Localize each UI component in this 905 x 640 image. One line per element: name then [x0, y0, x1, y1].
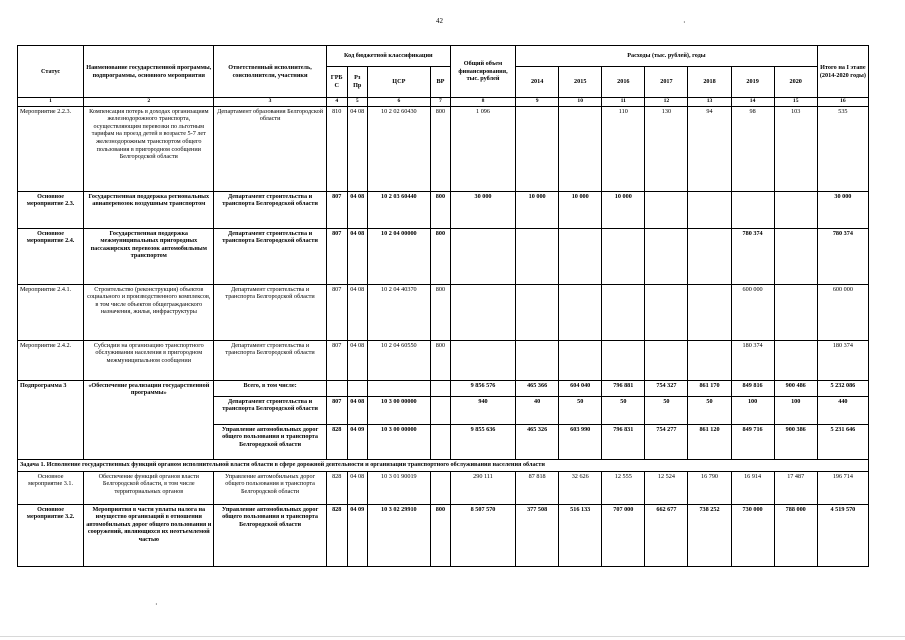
column-number: 8: [450, 98, 515, 107]
cell-year-value: [774, 228, 817, 284]
cell-grbs: 807: [326, 284, 347, 340]
cell-year-value: 603 990: [559, 424, 602, 459]
row-name: Обеспечение функций органов власти Белгородской области, в том числе территориальных органов: [84, 471, 214, 504]
cell-year-value: 12 524: [645, 471, 688, 504]
cell-year-value: 707 000: [602, 504, 645, 566]
col-header-total-financing: Общий объем финансирования, тыс. рублей: [450, 46, 515, 98]
table-row: [18, 191, 869, 228]
cell-csr: 10 2 04 40370: [367, 284, 430, 340]
cell-year-value: 10 000: [602, 191, 645, 228]
cell-year-value: 377 508: [516, 504, 559, 566]
column-number: 11: [602, 98, 645, 107]
cell-year-value: 738 252: [688, 504, 731, 566]
cell-rzpr: 04 08: [347, 228, 367, 284]
cell-stage-total: 180 374: [817, 340, 868, 380]
row-executor: Департамент строительства и транспорта Белгородской области: [214, 228, 326, 284]
cell-rzpr: 04 09: [347, 424, 367, 459]
cell-year-value: 754 327: [645, 380, 688, 396]
col-header-expenses: Расходы (тыс. рублей), годы: [516, 46, 818, 67]
row-executor: Департамент строительства и транспорта Белгородской области: [214, 396, 326, 424]
column-number: 6: [367, 98, 430, 107]
col-header-year: 2017: [645, 67, 688, 98]
col-header-csr: ЦСР: [367, 67, 430, 98]
table-row: [18, 471, 869, 504]
row-status: Подпрограмма 3: [18, 380, 84, 459]
cell-total: 940: [450, 396, 515, 424]
cell-grbs: 807: [326, 340, 347, 380]
row-status: Основное мероприятие 2.4.: [18, 228, 84, 284]
cell-rzpr: 04 09: [347, 504, 367, 566]
cell-year-value: 50: [688, 396, 731, 424]
cell-vr: [430, 396, 450, 424]
row-name: «Обеспечение реализации государственной программы»: [84, 380, 214, 459]
cell-year-value: 180 374: [731, 340, 774, 380]
cell-stage-total: 780 374: [817, 228, 868, 284]
cell-csr: 10 2 04 60550: [367, 340, 430, 380]
budget-table: [17, 45, 869, 567]
cell-year-value: 861 170: [688, 380, 731, 396]
cell-year-value: 788 000: [774, 504, 817, 566]
column-number-row: [18, 98, 869, 107]
cell-stage-total: 535: [817, 106, 868, 191]
table-row: [18, 106, 869, 191]
col-header-year: 2020: [774, 67, 817, 98]
cell-vr: 800: [430, 106, 450, 191]
cell-total: [450, 228, 515, 284]
table-row: [18, 228, 869, 284]
cell-grbs: 828: [326, 424, 347, 459]
column-number: 13: [688, 98, 731, 107]
cell-vr: [430, 424, 450, 459]
scan-speck: ·: [683, 18, 686, 27]
cell-stage-total: 5 231 646: [817, 424, 868, 459]
table-row: [18, 284, 869, 340]
row-executor: Департамент строительства и транспорта Белгородской области: [214, 191, 326, 228]
row-executor: Департамент строительства и транспорта Белгородской области: [214, 284, 326, 340]
cell-year-value: 50: [602, 396, 645, 424]
col-header-program-name: Наименование государственной программы, подпрограммы, основного мероприятия: [84, 46, 214, 98]
cell-year-value: 849 716: [731, 424, 774, 459]
cell-year-value: 32 626: [559, 471, 602, 504]
cell-year-value: [559, 106, 602, 191]
column-number: 1: [18, 98, 84, 107]
cell-year-value: 50: [559, 396, 602, 424]
row-name: Государственная поддержка региональных авиаперевозок воздушным транспортом: [84, 191, 214, 228]
cell-year-value: 12 555: [602, 471, 645, 504]
cell-csr: 10 3 00 00000: [367, 424, 430, 459]
cell-vr: [430, 380, 450, 396]
cell-year-value: 849 816: [731, 380, 774, 396]
cell-rzpr: [347, 380, 367, 396]
cell-year-value: [688, 228, 731, 284]
cell-year-value: 780 374: [731, 228, 774, 284]
cell-vr: 800: [430, 191, 450, 228]
row-name: Строительство (реконструкция) объектов социального и производственного комплексов, в том числе объектов общегражданского назначения, жилья, инфраструктуры: [84, 284, 214, 340]
cell-rzpr: 04 08: [347, 471, 367, 504]
cell-stage-total: 30 000: [817, 191, 868, 228]
cell-vr: 800: [430, 340, 450, 380]
cell-year-value: 10 000: [559, 191, 602, 228]
cell-year-value: 604 040: [559, 380, 602, 396]
cell-year-value: 94: [688, 106, 731, 191]
cell-year-value: [774, 340, 817, 380]
row-executor: Всего, в том числе:: [214, 380, 326, 396]
col-header-rzpr: Рз Пр: [347, 67, 367, 98]
cell-year-value: 16 790: [688, 471, 731, 504]
cell-csr: 10 3 02 29910: [367, 504, 430, 566]
cell-grbs: 828: [326, 504, 347, 566]
header-row: [18, 46, 869, 67]
row-status: Основное мероприятие 3.1.: [18, 471, 84, 504]
cell-year-value: 87 818: [516, 471, 559, 504]
row-executor: Управление автомобильных дорог общего пользования и транспорта Белгородской области: [214, 504, 326, 566]
cell-year-value: [688, 191, 731, 228]
cell-year-value: 900 486: [774, 380, 817, 396]
row-executor: Управление автомобильных дорог общего пользования и транспорта Белгородской области: [214, 424, 326, 459]
column-number: 16: [817, 98, 868, 107]
column-number: 12: [645, 98, 688, 107]
row-status: Мероприятие 2.2.3.: [18, 106, 84, 191]
cell-grbs: 807: [326, 396, 347, 424]
cell-year-value: 103: [774, 106, 817, 191]
col-header-year: 2019: [731, 67, 774, 98]
cell-stage-total: 5 232 086: [817, 380, 868, 396]
col-header-grbs: ГРБС: [326, 67, 347, 98]
cell-grbs: [326, 380, 347, 396]
row-name: Государственная поддержка межмуниципальных пригородных пассажирских перевозок автомобильным транспортом: [84, 228, 214, 284]
cell-year-value: [516, 340, 559, 380]
cell-total: 1 096: [450, 106, 515, 191]
col-header-year: 2016: [602, 67, 645, 98]
cell-csr: 10 3 00 00000: [367, 396, 430, 424]
cell-year-value: [688, 284, 731, 340]
cell-year-value: 100: [774, 396, 817, 424]
cell-vr: [430, 471, 450, 504]
cell-csr: [367, 380, 430, 396]
cell-year-value: 730 000: [731, 504, 774, 566]
cell-year-value: [645, 284, 688, 340]
col-header-total-stage: Итого на I этапе (2014-2020 годы): [817, 46, 868, 98]
cell-vr: 800: [430, 504, 450, 566]
task-row: [18, 459, 869, 471]
column-number: 15: [774, 98, 817, 107]
cell-year-value: [602, 228, 645, 284]
page-number: 42: [436, 17, 443, 25]
cell-year-value: 50: [645, 396, 688, 424]
column-number: 9: [516, 98, 559, 107]
cell-year-value: 754 277: [645, 424, 688, 459]
column-number: 5: [347, 98, 367, 107]
cell-total: [450, 284, 515, 340]
cell-rzpr: 04 08: [347, 284, 367, 340]
cell-grbs: 810: [326, 106, 347, 191]
cell-year-value: 662 677: [645, 504, 688, 566]
column-number: 2: [84, 98, 214, 107]
cell-year-value: 796 881: [602, 380, 645, 396]
col-header-executor: Ответственный исполнитель, соисполнители, участники: [214, 46, 326, 98]
cell-vr: 800: [430, 284, 450, 340]
cell-year-value: [645, 228, 688, 284]
cell-year-value: 796 831: [602, 424, 645, 459]
cell-year-value: 600 000: [731, 284, 774, 340]
cell-grbs: 807: [326, 191, 347, 228]
cell-year-value: [645, 340, 688, 380]
cell-csr: 10 2 04 00000: [367, 228, 430, 284]
cell-year-value: [731, 191, 774, 228]
cell-year-value: [688, 340, 731, 380]
row-name: Компенсация потерь в доходах организациям железнодорожного транспорта, осуществляющим перевозки по льготным тарифам на проезд детей в возрасте 5-7 лет железнодорожным транспортом общего пользования в пригородном сообщении Белгородской области: [84, 106, 214, 191]
cell-csr: 10 2 03 60440: [367, 191, 430, 228]
cell-rzpr: 04 08: [347, 396, 367, 424]
task-title: Задача 1. Исполнение государственных функций органом исполнительной власти области в сфере дорожной деятельности и организации транспортного обслуживания населения области: [18, 459, 869, 471]
cell-year-value: [516, 284, 559, 340]
column-number: 7: [430, 98, 450, 107]
cell-year-value: 100: [731, 396, 774, 424]
cell-vr: 800: [430, 228, 450, 284]
table-row: [18, 504, 869, 566]
cell-year-value: 465 326: [516, 424, 559, 459]
cell-year-value: [559, 228, 602, 284]
cell-year-value: [516, 106, 559, 191]
cell-rzpr: 04 08: [347, 106, 367, 191]
cell-grbs: 807: [326, 228, 347, 284]
cell-year-value: 16 914: [731, 471, 774, 504]
cell-year-value: 861 120: [688, 424, 731, 459]
cell-year-value: [516, 228, 559, 284]
cell-year-value: 900 386: [774, 424, 817, 459]
cell-year-value: [645, 191, 688, 228]
scan-speck: ·: [155, 600, 158, 609]
cell-year-value: 40: [516, 396, 559, 424]
cell-total: [450, 340, 515, 380]
col-header-year: 2015: [559, 67, 602, 98]
row-executor: Департамент строительства и транспорта Белгородской области: [214, 340, 326, 380]
row-status: Основное мероприятие 3.2.: [18, 504, 84, 566]
cell-year-value: 516 133: [559, 504, 602, 566]
column-number: 3: [214, 98, 326, 107]
row-executor: Управление автомобильных дорог общего пользования и транспорта Белгородской области: [214, 471, 326, 504]
row-status: Мероприятие 2.4.2.: [18, 340, 84, 380]
column-number: 4: [326, 98, 347, 107]
cell-year-value: 98: [731, 106, 774, 191]
col-header-status: Статус: [18, 46, 84, 98]
cell-year-value: [559, 340, 602, 380]
cell-year-value: 10 000: [516, 191, 559, 228]
cell-stage-total: 600 000: [817, 284, 868, 340]
cell-total: 30 000: [450, 191, 515, 228]
cell-csr: 10 2 02 60430: [367, 106, 430, 191]
cell-year-value: [774, 191, 817, 228]
col-header-year: 2018: [688, 67, 731, 98]
scan-edge-line: [0, 636, 905, 637]
row-name: Мероприятия в части уплаты налога на имущество организаций в отношении автомобильных дорог общего пользования и сооружений, являющихся их неотъемлемой частью: [84, 504, 214, 566]
col-header-budget-code: Код бюджетной классификации: [326, 46, 450, 67]
cell-year-value: [559, 284, 602, 340]
cell-year-value: 465 366: [516, 380, 559, 396]
cell-total: 9 856 576: [450, 380, 515, 396]
cell-total: 8 507 570: [450, 504, 515, 566]
row-status: Мероприятие 2.4.1.: [18, 284, 84, 340]
cell-year-value: 130: [645, 106, 688, 191]
cell-year-value: 17 487: [774, 471, 817, 504]
cell-rzpr: 04 08: [347, 340, 367, 380]
cell-year-value: [774, 284, 817, 340]
col-header-year: 2014: [516, 67, 559, 98]
cell-rzpr: 04 08: [347, 191, 367, 228]
cell-stage-total: 440: [817, 396, 868, 424]
table-row: [18, 340, 869, 380]
col-header-vr: ВР: [430, 67, 450, 98]
column-number: 14: [731, 98, 774, 107]
row-status: Основное мероприятие 2.3.: [18, 191, 84, 228]
cell-total: 9 855 636: [450, 424, 515, 459]
row-executor: Департамент образования Белгородской области: [214, 106, 326, 191]
cell-year-value: 110: [602, 106, 645, 191]
cell-year-value: [602, 340, 645, 380]
cell-stage-total: 196 714: [817, 471, 868, 504]
cell-year-value: [602, 284, 645, 340]
cell-grbs: 828: [326, 471, 347, 504]
table-row: [18, 380, 869, 396]
cell-stage-total: 4 519 570: [817, 504, 868, 566]
row-name: Субсидии на организацию транспортного обслуживания населения в пригородном межмуниципальном сообщении: [84, 340, 214, 380]
cell-total: 290 111: [450, 471, 515, 504]
column-number: 10: [559, 98, 602, 107]
cell-csr: 10 3 01 90019: [367, 471, 430, 504]
